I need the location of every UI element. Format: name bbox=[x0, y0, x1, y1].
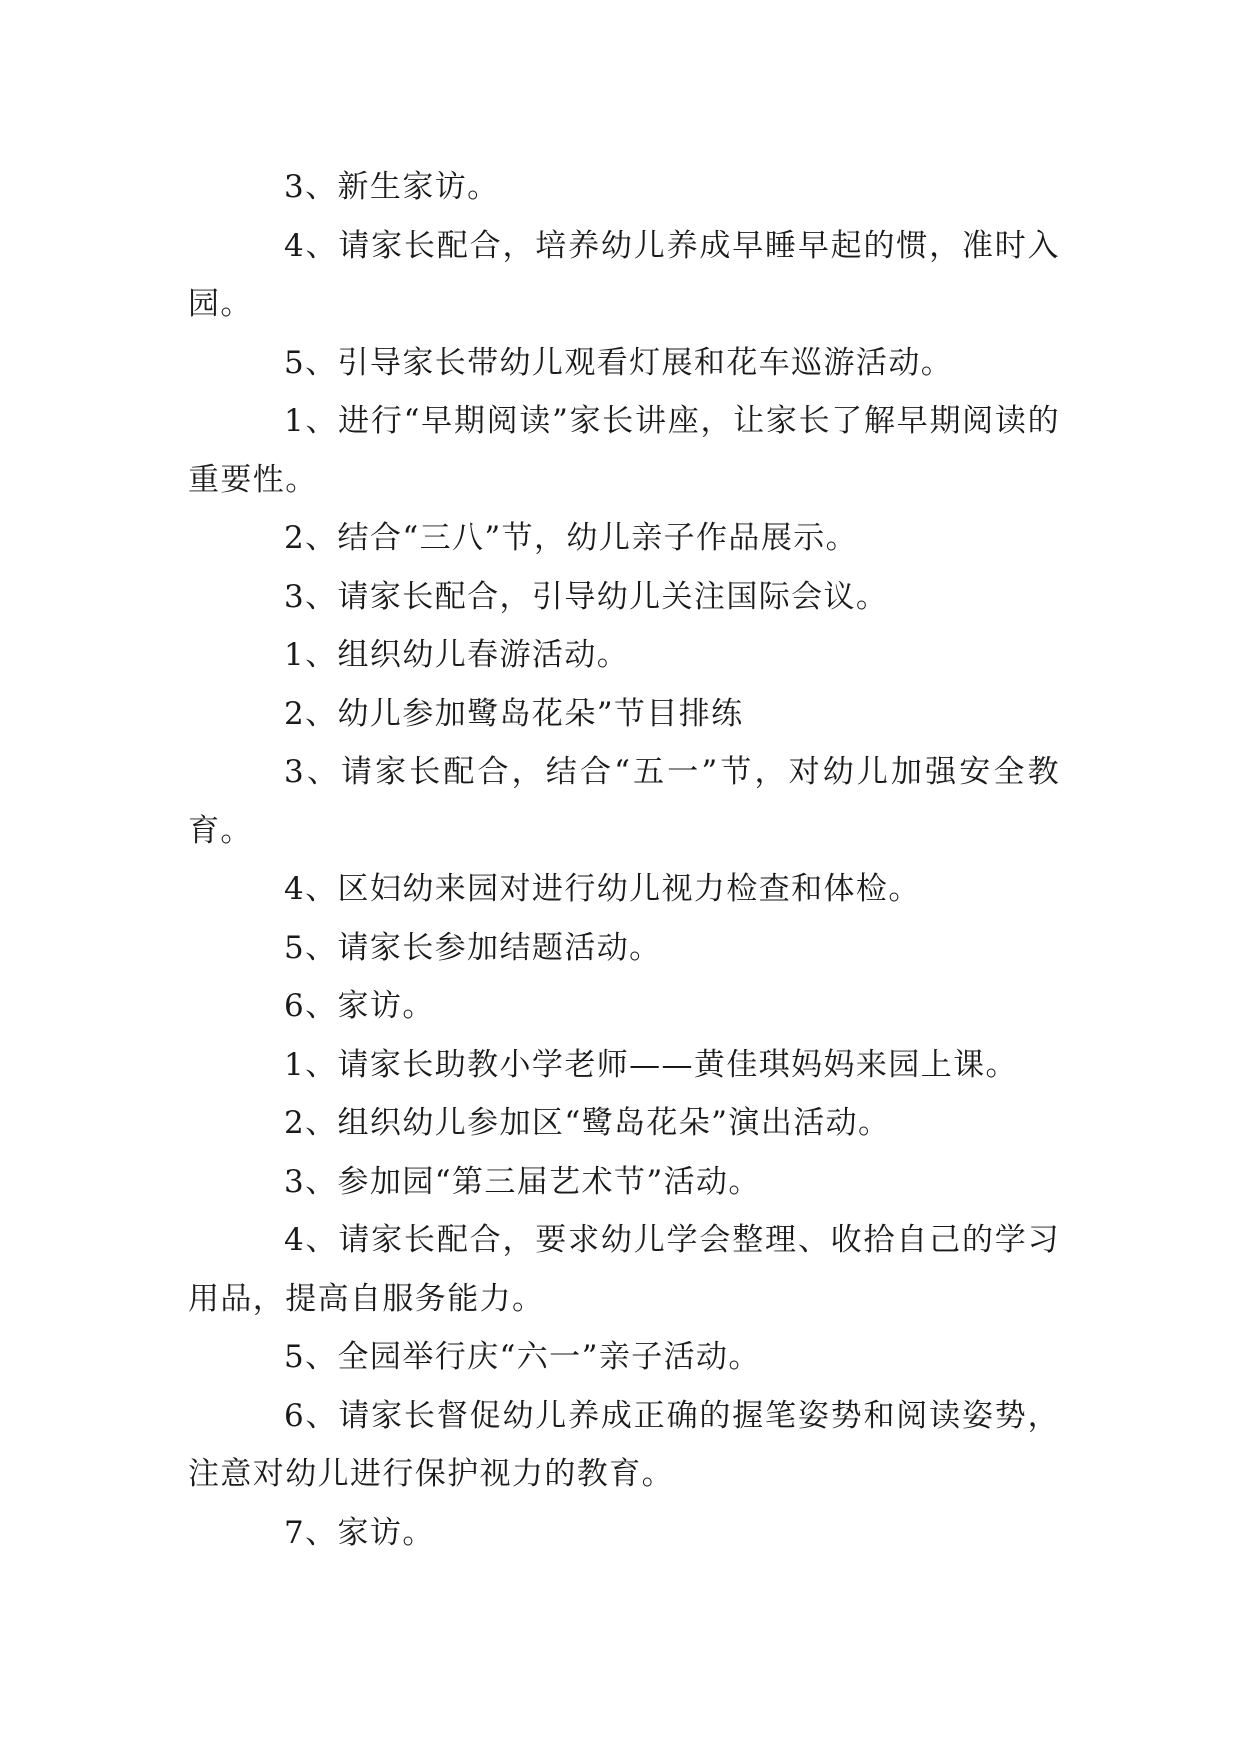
paragraph: 7、家访。 bbox=[284, 1514, 435, 1551]
paragraph: 4、请家长配合，培养幼儿养成早睡早起的惯，准时入园。 bbox=[188, 227, 1060, 322]
paragraph: 3、请家长配合，引导幼儿关注国际会议。 bbox=[284, 578, 889, 615]
paragraph: 5、全园举行庆“六一”亲子活动。 bbox=[284, 1339, 761, 1375]
paragraph: 3、请家长配合，结合“五一”节，对幼儿加强安全教育。 bbox=[188, 754, 1060, 849]
paragraph: 1、组织幼儿春游活动。 bbox=[284, 637, 630, 673]
paragraph: 5、引导家长带幼儿观看灯展和花车巡游活动。 bbox=[284, 344, 954, 381]
document-body bbox=[188, 158, 1060, 1562]
paragraph: 2、组织幼儿参加区“鹭岛花朵”演出活动。 bbox=[284, 1105, 891, 1141]
paragraph: 6、请家长督促幼儿养成正确的握笔姿势和阅读姿势，注意对幼儿进行保护视力的教育。 bbox=[188, 1397, 1060, 1492]
paragraph: 3、新生家访。 bbox=[284, 169, 500, 205]
paragraph: 6、家访。 bbox=[284, 988, 435, 1024]
paragraph: 3、参加园“第三届艺术节”活动。 bbox=[284, 1163, 761, 1200]
paragraph: 5、请家长参加结题活动。 bbox=[284, 929, 662, 966]
paragraph: 2、结合“三八”节，幼儿亲子作品展示。 bbox=[284, 520, 859, 556]
paragraph: 2、幼儿参加鹭岛花朵”节目排练 bbox=[284, 695, 744, 732]
paragraph: 4、区妇幼来园对进行幼儿视力检查和体检。 bbox=[284, 871, 921, 907]
paragraph: 4、请家长配合，要求幼儿学会整理、收拾自己的学习用品，提高自服务能力。 bbox=[188, 1222, 1060, 1317]
paragraph: 1、请家长助教小学老师——黄佳琪妈妈来园上课。 bbox=[284, 1046, 1018, 1083]
paragraph: 1、进行“早期阅读”家长讲座，让家长了解早期阅读的重要性。 bbox=[188, 403, 1060, 498]
